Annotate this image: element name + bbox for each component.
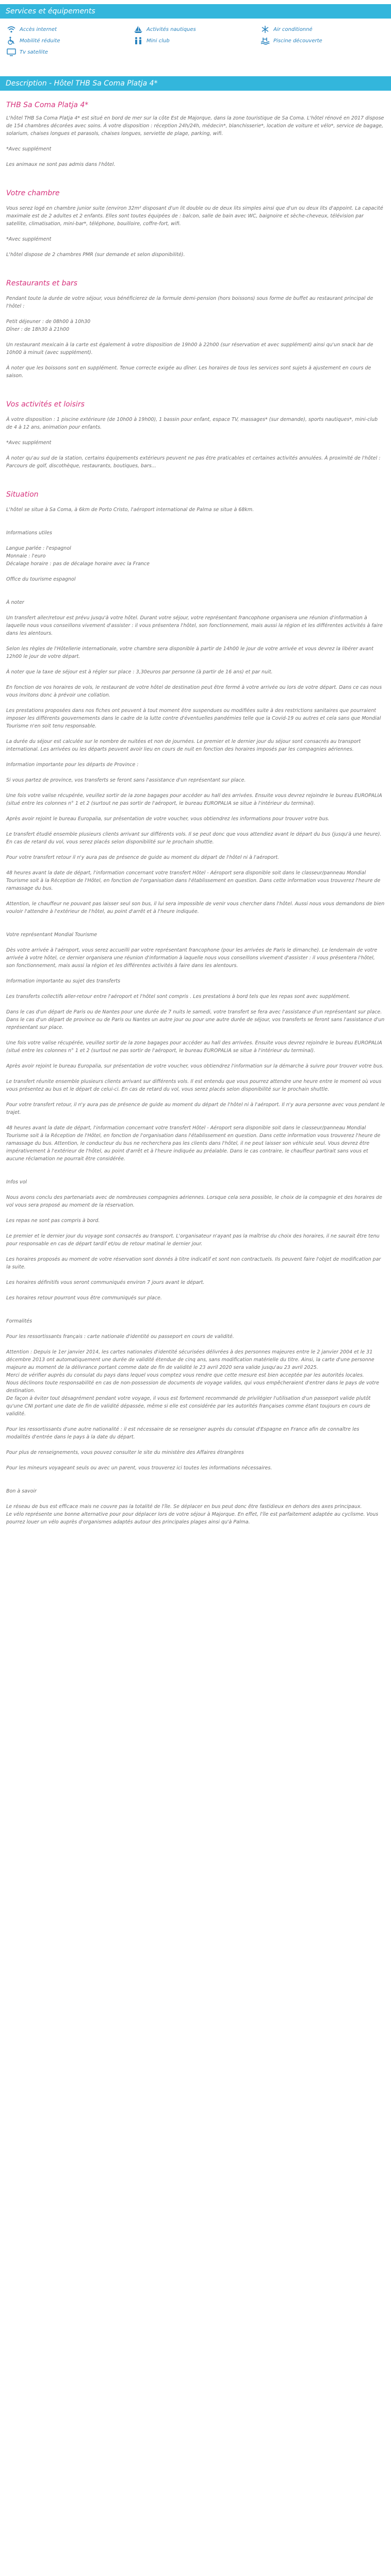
paragraph: Une fois votre valise récupérée, veuillez sortir de la zone bagages pour accéder au hall des arrivées. Ensuite vous devrez rejoindre le bureau EUROPALIA (situé entre les colonnes n° 1 et 2 (surtout ne pas sortir de l'aéroport, le bureau EUROPALIA se situe à l'intérieur du terminal).: [6, 793, 382, 806]
paragraph: Les horaires proposés au moment de votre réservation sont donnés à titre indicatif et sont non contractuels. Ils peuvent faire l'objet de modification par la suite.: [6, 1257, 381, 1270]
rooms-heading: Votre chambre: [6, 189, 60, 197]
paragraph: Merci de vérifier auprès du consulat du pays dans lequel vous comptez vous rendre que cette mesure est bien acceptée par les autorités locales.: [6, 1372, 364, 1378]
service-item: [133, 36, 170, 45]
situation-paragraph: L'hôtel se situe à Sa Coma, à 6km de Porto Cristo, l'aéroport international de Palma se situe à 68km.: [6, 507, 254, 513]
transfers-title: Information importante au sujet des transferts: [6, 978, 121, 984]
paragraph: Pour votre transfert retour il n'y aura pas de présence de guide au moment du départ de l'hôtel ni à l'aéroport.: [6, 855, 280, 860]
paragraph: Nous avons conclu des partenariats avec de nombreuses compagnies aériennes. Lorsque cela sera possible, le choix de la compagnie et des horaires de vol vous sera proposé au moment de la réservation.: [6, 1195, 382, 1208]
activities-extra: À noter qu'au sud de la station, certains équipements extérieurs peuvent ne pas être praticables et certaines activités annulées. À proximité de l'hôtel : Parcours de golf, discothèque, restaurants, boutiques, bars...: [6, 455, 381, 469]
service-item: [133, 25, 196, 34]
service-label: Tv satellite: [20, 49, 48, 55]
paragraph: Les transferts collectifs aller-retour entre l'aéroport et l'hôtel sont compris . Les prestations à bord tels que les repas sont avec supplément.: [6, 994, 350, 999]
wheelchair-icon: [6, 37, 17, 45]
restaurants-paragraph: Pendant toute la durée de votre séjour, vous bénéficierez de la formule demi-pension (hors boissons) sous forme de buffet au restaurant principal de l'hôtel :: [6, 296, 373, 309]
info-tourism-office: Office du tourisme espagnol: [6, 577, 76, 582]
paragraph: Attention, le chauffeur ne pouvant pas laisser seul son bus, il lui sera impossible de venir vous chercher dans l'hôtel. Aussi nous vous demandons de bien vouloir l'attendre à l'extérieur de l'hôtel, au point d'arrêt et à l'heure indiquée.: [6, 901, 385, 914]
tv-icon: [6, 48, 17, 56]
service-label: Activités nautiques: [146, 26, 196, 32]
service-label: Air conditionné: [273, 26, 313, 32]
description-header: Description - Hôtel THB Sa Coma Platja 4*: [0, 76, 391, 91]
paragraph: Attention : Depuis le 1er janvier 2014, les cartes nationales d'identité sécurisées délivrées à des personnes majeures entre le 2 janvier 2004 et le 31 décembre 2013 ont automatiquement une durée de validité étendue de cinq ans, sans modification matérielle du titre. Ainsi, la carte d'une personne majeure au moment de la délivrance portant comme date de fin de validité le 23 avril 2020 sera valide jusqu'au 23 avril 2025.: [6, 1349, 374, 1370]
activities-note: *Avec supplément: [6, 440, 52, 446]
hotel-paragraph: L'hôtel THB Sa Coma Platja 4* est situé en bord de mer sur la côte Est de Majorque, dans la zone touristique de Sa Coma. L'hôtel rénové en 2017 dispose de 154 chambres décorées avec soins. À votre disposition : réception 24h/24h, médecin*, blanchisserie*, location de voiture et vélo*, service de bagage, solarium, chaises longues et parasols, chaises longues, serviette de plage, parking, wifi.: [6, 115, 384, 137]
service-label: Accès internet: [20, 26, 57, 32]
dinner-hours: Dîner : de 18h30 à 21h00: [6, 327, 70, 332]
rooms-pmr: L'hôtel dispose de 2 chambres PMR (sur demande et selon disponibilité).: [6, 252, 185, 258]
paragraph: Le vélo représente une bonne alternative pour pour déplacer lors de votre séjour à Majorque. En effet, l'île est parfaitement adaptée au cyclisme. Vous pourrez louer un vélo auprès d'organismes adaptés autour des principales plages ainsi qu'à Palma.: [6, 1512, 379, 1525]
paragraph: Le transfert étudié ensemble plusieurs clients arrivant sur différents vols. Il se peut donc que vous attendiez avant le départ du bus (jusqu'à une heure). En cas de retard du vol, vous serez placés selon disponibilité sur le prochain shuttle.: [6, 832, 382, 845]
description-content: [0, 91, 391, 1526]
page: [0, 4, 391, 1526]
representative-title: Votre représentant Mondial Tourisme: [6, 932, 97, 938]
rooms-note: *Avec supplément: [6, 236, 52, 242]
paragraph: Après avoir rejoint le bureau Europalia, sur présentation de votre voucher, vous obtiendrez l'information sur la démarche à suivre pour trouver votre bus.: [6, 1063, 384, 1069]
formalities-title: Formalités: [6, 1318, 32, 1324]
service-label: Mini club: [146, 38, 170, 44]
note-title: À noter: [6, 600, 24, 605]
paragraph: Pour les mineurs voyageant seuls ou avec un parent, vous trouverez ici toutes les informations nécessaires.: [6, 1465, 272, 1471]
info-currency: Monnaie : l'euro: [6, 553, 46, 559]
paragraph: Une fois votre valise récupérée, veuillez sortir de la zone bagages pour accéder au hall des arrivées. Ensuite vous devrez rejoindre le bureau EUROPALIA (situé entre les colonnes n° 1 et 2 (surtout ne pas sortir de l'aéroport, le bureau EUROPALIA se situe à l'intérieur du terminal).: [6, 1040, 382, 1054]
flight-info-title: Infos vol: [6, 1179, 27, 1185]
service-item: [260, 25, 313, 34]
restaurants-note: À noter que les boissons sont en supplément. Tenue correcte exigée au dîner. Les horaires de tous les services sont sujets à ajustement en cours de saison.: [6, 365, 371, 379]
service-item: [6, 47, 48, 57]
paragraph: À noter que la taxe de séjour est à régler sur place : 3,30euros par personne (à partir de 16 ans) et par nuit.: [6, 669, 273, 675]
restaurants-heading: Restaurants et bars: [6, 279, 78, 287]
hotel-animals: Les animaux ne sont pas admis dans l'hôtel.: [6, 162, 116, 167]
paragraph: Les prestations proposées dans nos fiches ont peuvent à tout moment être suspendues ou modifiées suite à des restrictions sanitaires que pourraient imposer les différents gouvernements dans le cadre de la lutte contre d'éventuelles pandémies telle que la Covid-19 ou autres et cela sans que Mondial Tourisme n'en soit tenu responsable.: [6, 708, 381, 729]
wifi-icon: [6, 25, 17, 33]
paragraph: Les horaires définitifs vous seront communiqués environ 7 jours avant le départ.: [6, 1280, 205, 1285]
info-title: Informations utiles: [6, 530, 52, 536]
paragraph: En fonction de vos horaires de vols, le restaurant de votre hôtel de destination peut être fermé à votre arrivée ou lors de votre départ. Dans ce cas nous vous invitons donc à prévoir une collation.: [6, 685, 382, 698]
service-label: Mobilité réduite: [20, 38, 60, 44]
pool-icon: [260, 37, 270, 45]
rooms-paragraph: Vous serez logé en chambre junior suite (environ 32m² disposant d'un lit double ou de deux lits simples ainsi que d'un ou deux lits d'appoint. La capacité maximale est de 2 adultes et 2 enfants. Elles sont toutes équipées de : balcon, salle de bain avec WC, baignoire et sèche-cheveux, télévision par satellite, climatisation, mini-bar*, téléphone, bouilloire, coffre-fort, wifi.: [6, 206, 383, 227]
paragraph: Dès votre arrivée à l'aéroport, vous serez accueilli par votre représentant francophone (pour les arrivées de Paris le dimanche). Le lendemain de votre arrivée à votre hôtel, ce dernier organisera une réunion d'information à laquelle nous vous conseillons vivement d'assister : il vous présentera l'hôtel, son fonctionnement, mais aussi la région et les différentes activités à faire dans les alentours.: [6, 947, 378, 969]
paragraph: 48 heures avant la date de départ, l'information concernant votre transfert Hôtel - Aéroport sera disponible soit dans le classeur/panneau Mondial Tourisme soit à la Réception de l'Hôtel, en fonction de l'organisation dans l'établissement en question. Dans cette information vous trouverez l'heure de ramassage du bus.: [6, 870, 381, 891]
paragraph: Les repas ne sont pas compris à bord.: [6, 1218, 100, 1224]
good-to-know-title: Bon à savoir: [6, 1488, 37, 1494]
paragraph: Les horaires retour pourront vous être communiqués sur place.: [6, 1295, 162, 1301]
paragraph: Le transfert réunite ensemble plusieurs clients arrivant sur différents vols. Il est entendu que vous pourrez attendre une heure entre le moment où vous vous présentez au bus et le départ de celui-ci. En cas de retard du vol, vous serez placés selon disponibilité sur le prochain shuttle.: [6, 1079, 382, 1092]
paragraph: Dans le cas d'un départ de Paris ou de Nantes pour une durée de 7 nuits le samedi, votre transfert se fera avec l'assistance d'un représentant sur place. Dans le cas d'un départ de province ou de Paris ou Nantes un autre jour ou pour une autre durée de séjour, vos transferts se feront sans l'assistance d'un représentant sur place.: [6, 1009, 385, 1030]
paragraph: Information importante pour les départs de Province :: [6, 762, 139, 768]
activities-heading: Vos activités et loisirs: [6, 400, 85, 409]
services-list: [0, 25, 391, 58]
kids-icon: [133, 37, 143, 45]
paragraph: 48 heures avant la date de départ, l'information concernant votre transfert Hôtel - Aéroport sera disponible soit dans le classeur/panneau Mondial Tourisme soit à la Réception de l'Hôtel, en fonction de l'organisation dans l'établissement en question. Dans cette information vous trouverez l'heure de ramassage du bus. Attention, le conducteur du bus ne recherchera pas les clients dans l'hôtel, il ne peut laisser son véhicule seul. Vous devrez être impérativement à l'extérieur de l'hôtel, au point d'arrêt et à l'heure indiquée au préalable. Dans le cas contraire, le chauffeur partirait sans vous et aucune réclamation ne pourrait être considérée.: [6, 1125, 381, 1162]
paragraph: Le réseau de bus est efficace mais ne couvre pas la totalité de l'île. Se déplacer en bus peut donc être fastidieux en dehors des axes principaux.: [6, 1504, 362, 1510]
paragraph: Pour votre transfert retour, il n'y aura pas de présence de guide au moment du départ de l'hôtel ni à l'aéroport. Il n'y aura personne avec vous pendant le trajet.: [6, 1102, 385, 1115]
paragraph: Après avoir rejoint le bureau Europalia, sur présentation de votre voucher, vous obtiendrez les informations pour trouver votre bus.: [6, 816, 330, 822]
paragraph: Un transfert aller/retour est prévu jusqu'à votre hôtel. Durant votre séjour, votre représentant francophone organisera une réunion d'information à laquelle nous vous conseillons vivement d'assister : il vous présentera l'hôtel, son fonctionnement, mais aussi la région et les différentes activités à faire dans les alentours.: [6, 615, 383, 636]
breakfast-hours: Petit déjeuner : de 08h00 à 10h30: [6, 319, 91, 325]
paragraph: De façon à éviter tout désagrément pendant votre voyage, il vous est fortement recommandé de privilégier l'utilisation d'un passeport valide plutôt qu'une CNI portant une date de fin de validité dépassée, même si elle est considérée par les autorités françaises comme étant toujours en cours de validité.: [6, 1396, 371, 1417]
paragraph: La durée du séjour est calculée sur le nombre de nuitées et non de journées. Le premier et le dernier jour du séjour sont consacrés au transport international. Les arrivées ou les départs peuvent avoir lieu en cours de nuit en fonction des horaires imposés par les compagnies aériennes.: [6, 739, 361, 752]
hotel-note: *Avec supplément: [6, 146, 52, 152]
services-header: Services et équipements: [0, 4, 391, 19]
service-item: [6, 25, 57, 34]
service-item: [6, 36, 60, 45]
activities-paragraph: À votre disposition : 1 piscine extérieure (de 10h00 à 19h00), 1 bassin pour enfant, espace TV, massages* (sur demande), sports nautiques*, mini-club de 4 à 12 ans, animation pour enfants.: [6, 417, 378, 430]
paragraph: Le premier et le dernier jour du voyage sont consacrés au transport. L'organisateur n'ayant pas la maîtrise du choix des horaires, il ne saurait être tenu pour responsable en cas de départ tardif et/ou de retour matinal le dernier jour.: [6, 1233, 380, 1247]
paragraph: Pour plus de renseignements, vous pouvez consulter le site du ministère des Affaires étrangères: [6, 1450, 244, 1455]
hotel-heading: THB Sa Coma Platja 4*: [6, 101, 89, 109]
air-conditioner-icon: [260, 25, 270, 33]
paragraph: Pour les ressortissants français : carte nationale d'identité ou passeport en cours de validité.: [6, 1334, 234, 1340]
paragraph: Nous déclinons toute responsabilité en cas de non-possession de documents de voyage valides, qui vous empêcheraient d'entrer dans le pays de votre destination.: [6, 1380, 379, 1394]
service-label: Piscine découverte: [273, 38, 322, 44]
situation-heading: Situation: [6, 490, 39, 499]
service-item: [260, 36, 322, 45]
paragraph: Si vous partez de province, vos transferts se feront sans l'assistance d'un représentant sur place.: [6, 777, 246, 783]
info-timezone: Décalage horaire : pas de décalage horaire avec la France: [6, 561, 150, 567]
restaurants-extra: Un restaurant mexicain à la carte est également à votre disposition de 19h00 à 22h00 (sur réservation et avec supplément) ainsi qu'un snack bar de 10h00 à minuit (avec supplément).: [6, 342, 373, 355]
paragraph: Selon les règles de l'Hôtellerie internationale, votre chambre sera disponible à partir de 14h00 le jour de votre arrivée et vous devrez la libérer avant 12h00 le jour de votre départ.: [6, 646, 373, 659]
sailboat-icon: [133, 25, 143, 33]
info-language: Langue parlée : l'espagnol: [6, 546, 71, 551]
paragraph: Pour les ressortissants d'une autre nationalité : il est nécessaire de se renseigner auprès du consulat d'Espagne en France afin de connaître les modalités d'entrée dans le pays à la date du départ.: [6, 1427, 360, 1440]
